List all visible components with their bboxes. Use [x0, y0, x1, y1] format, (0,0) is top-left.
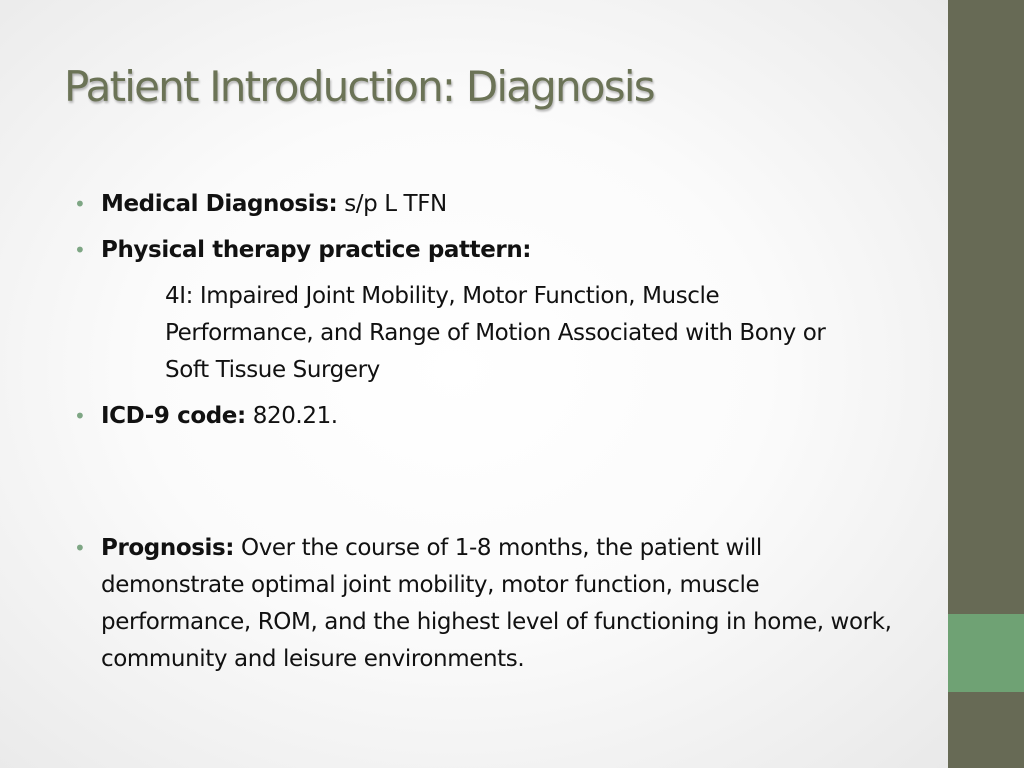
spacer — [74, 444, 904, 530]
bullet-text: 820.21. — [245, 403, 338, 429]
bullet-prognosis — [74, 530, 904, 678]
bullet-label: ICD-9 code: — [101, 403, 246, 429]
bullet-label: Prognosis: — [101, 535, 235, 561]
bullet-dot-icon: • — [74, 536, 86, 560]
bullet-text: Over the course of 1-8 months, the patient will demonstrate optimal joint mobility, motor function, muscle performance, ROM, and the highest level of functioning in home, work, community and leisure environments. — [101, 535, 892, 672]
bullet-medical-diagnosis — [74, 186, 904, 223]
bullet-practice-pattern — [74, 232, 904, 269]
bullet-icd-code — [74, 398, 904, 435]
bullet-dot-icon: • — [74, 238, 86, 262]
bullet-label: Physical therapy practice pattern: — [101, 237, 532, 263]
bullet-dot-icon: • — [74, 192, 86, 216]
bullet-text: s/p L TFN — [337, 191, 447, 217]
side-accent — [948, 614, 1024, 692]
slide-title: Patient Introduction: Diagnosis — [64, 62, 654, 111]
bullet-dot-icon: • — [74, 404, 86, 428]
slide-body — [74, 186, 904, 687]
bullet-label: Medical Diagnosis: — [101, 191, 338, 217]
practice-pattern-detail: 4I: Impaired Joint Mobility, Motor Function, Muscle Performance, and Range of Motion Associated with Bony or Soft Tissue Surgery — [165, 283, 826, 383]
